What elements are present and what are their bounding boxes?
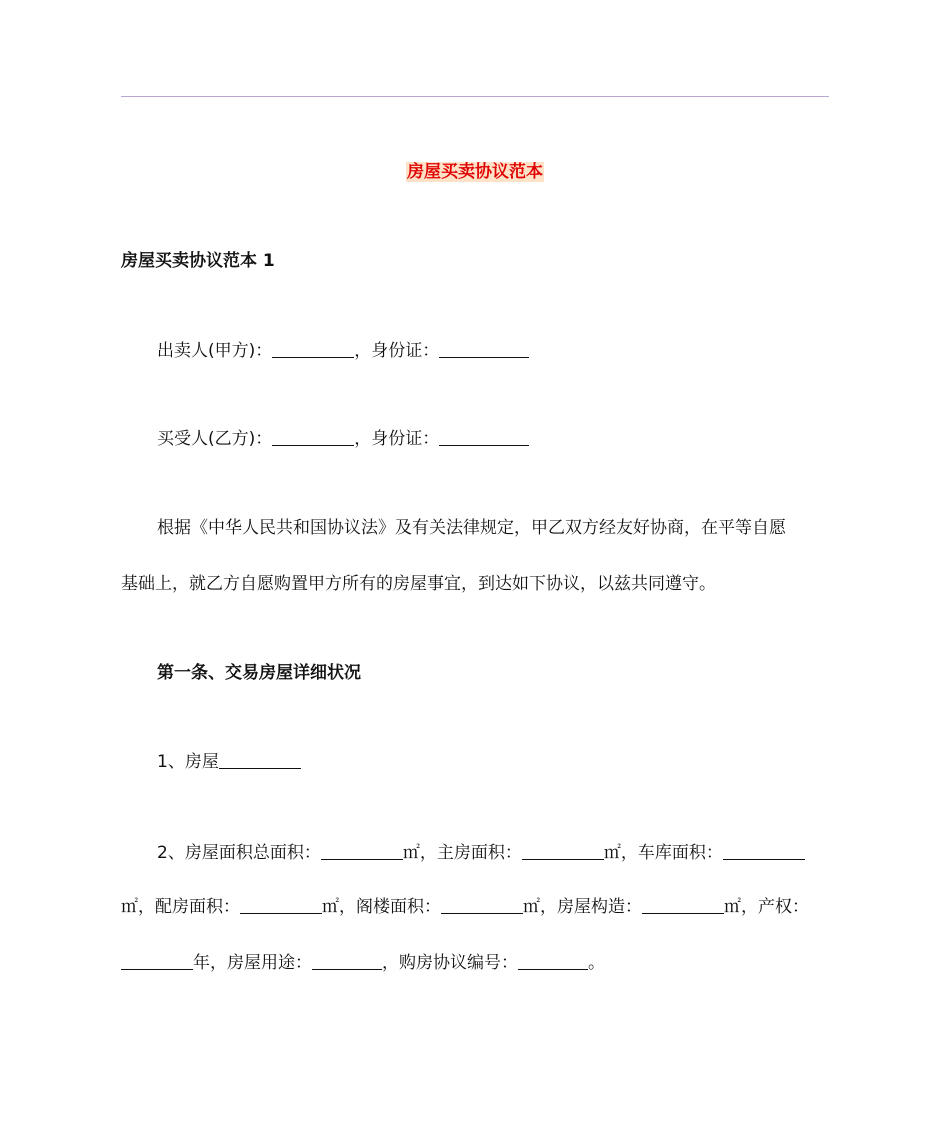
year-label: 年 xyxy=(193,953,210,973)
item2-line-2 xyxy=(121,895,809,919)
section-heading: 房屋买卖协议范本 1 xyxy=(121,251,275,271)
aux-area-blank[interactable] xyxy=(240,895,322,914)
garage-area-unit: ㎡ xyxy=(121,897,138,917)
article1-heading: 第一条、交易房屋详细状况 xyxy=(157,663,361,683)
total-area-label: 2、房屋面积总面积： xyxy=(157,843,321,863)
header-rule xyxy=(121,96,829,97)
main-area-label: ，主房面积： xyxy=(419,843,522,863)
total-area-blank[interactable] xyxy=(321,841,403,860)
structure-blank[interactable] xyxy=(642,895,724,914)
usage-label: ，房屋用途： xyxy=(210,953,312,973)
preamble-line-1: 根据《中华人民共和国协议法》及有关法律规定，甲乙双方经友好协商，在平等自愿 xyxy=(157,518,786,538)
item1-line xyxy=(157,750,301,774)
property-right-label: ，产权： xyxy=(741,897,809,917)
property-right-blank[interactable] xyxy=(121,951,193,970)
aux-area-unit: ㎡ xyxy=(322,897,339,917)
contract-no-blank[interactable] xyxy=(518,951,588,970)
buyer-name-blank[interactable] xyxy=(272,427,354,446)
item1-label: 1、房屋 xyxy=(157,752,219,772)
main-area-unit: ㎡ xyxy=(603,843,621,863)
buyer-line xyxy=(157,427,529,451)
attic-area-label: ，阁楼面积： xyxy=(339,897,441,917)
structure-unit: ㎡ xyxy=(724,897,741,917)
item1-blank[interactable] xyxy=(219,750,301,769)
attic-area-unit: ㎡ xyxy=(523,897,540,917)
preamble-line-2: 基础上，就乙方自愿购置甲方所有的房屋事宜，到达如下协议，以兹共同遵守。 xyxy=(121,574,716,594)
garage-area-blank[interactable] xyxy=(723,841,805,860)
structure-label: ，房屋构造： xyxy=(540,897,642,917)
item2-end: 。 xyxy=(588,953,605,973)
seller-id-label: ，身份证： xyxy=(354,341,440,361)
seller-name-blank[interactable] xyxy=(272,339,354,358)
buyer-label: 买受人(乙方)： xyxy=(157,429,273,449)
item2-line-1 xyxy=(157,841,805,865)
seller-line xyxy=(157,339,529,363)
garage-area-label: ，车库面积： xyxy=(620,843,723,863)
document-title-text: 房屋买卖协议范本 xyxy=(407,162,543,182)
total-area-unit: ㎡ xyxy=(402,843,420,863)
contract-no-label: ，购房协议编号： xyxy=(382,953,518,973)
main-area-blank[interactable] xyxy=(522,841,604,860)
seller-label: 出卖人(甲方)： xyxy=(157,341,273,361)
document-title xyxy=(0,160,950,184)
usage-blank[interactable] xyxy=(312,951,382,970)
buyer-id-label: ，身份证： xyxy=(354,429,440,449)
attic-area-blank[interactable] xyxy=(441,895,523,914)
seller-id-blank[interactable] xyxy=(439,339,529,358)
buyer-id-blank[interactable] xyxy=(439,427,529,446)
item2-line-3 xyxy=(121,951,605,975)
aux-area-label: ，配房面积： xyxy=(138,897,240,917)
